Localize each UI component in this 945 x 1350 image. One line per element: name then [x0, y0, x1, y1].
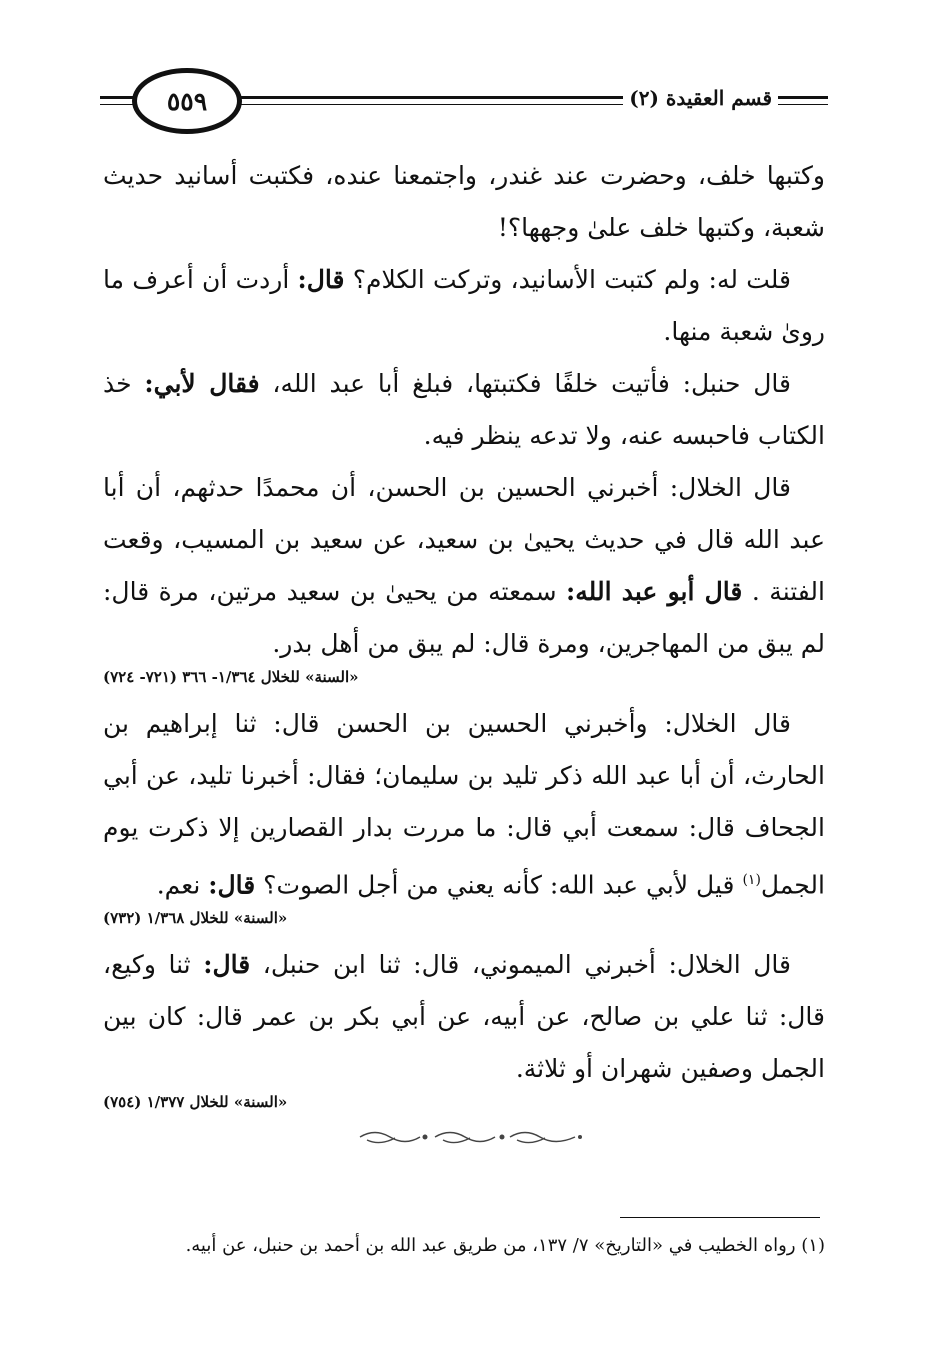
source-citation-1: «السنة» للخلال ١/٣٦٤- ٣٦٦ (٧٢١- ٧٢٤)	[103, 668, 359, 686]
page-header	[100, 66, 828, 138]
footnote-rule	[620, 1217, 820, 1218]
paragraph-2-text-2: أردت أن أعرف ما روىٰ شعبة منها.	[103, 265, 825, 346]
paragraph-5-bold-qala: قال:	[208, 870, 256, 900]
footnote: (١) رواه الخطيب في «التاريخ» ٧/ ١٣٧، من طريق عبد الله بن أحمد بن حنبل، عن أبيه.	[185, 1235, 825, 1256]
ornament-divider-icon	[355, 1126, 585, 1148]
paragraph-4-bold: قال أبو عبد الله:	[566, 577, 743, 606]
paragraph-2-text-1: قلت له: ولم كتبت الأسانيد، وتركت الكلام؟	[352, 265, 791, 294]
paragraph-4-text-2: سمعته من يحيىٰ بن سعيد مرتين، مرة قال: لم يبق من المهاجرين، ومرة قال: لم يبق من أهل بدر.	[103, 577, 825, 658]
paragraph-6-text-2: ثنا وكيع، قال: ثنا علي بن صالح، عن أبيه، عن أبي بكر بن عمر قال: كان بين الجمل وصفين شهران أو ثلاثة.	[103, 950, 825, 1084]
source-citation-3: «السنة» للخلال ١/٣٧٧ (٧٥٤)	[103, 1093, 288, 1112]
paragraph-5-text-1: قال الخلال: وأخبرني الحسين بن الحسن قال: ثنا إبراهيم بن الحارث، أن أبا عبد الله ذكر تليد بن سليمان؛ فقال: أخبرنا تليد، عن أبي الجحاف قال: سمعت أبي قال: ما مررت بدار القصارين إلا ذكرت يوم الجمل	[103, 709, 825, 900]
paragraph-1	[103, 150, 825, 254]
paragraph-3-bold: فقال لأبي:	[144, 369, 260, 398]
paragraph-2	[103, 254, 825, 358]
paragraph-4-text-1: قال الخلال: أخبرني الحسين بن الحسن، أن محمدًا حدثهم، أن أبا عبد الله قال في حديث يحيىٰ بن سعيد، عن سعيد بن المسيب، وقعت الفتنة .	[103, 473, 825, 606]
paragraph-1-text-2: شعبة، وكتبها خلف علىٰ وجهها؟!	[497, 213, 825, 242]
paragraph-4	[103, 462, 825, 670]
paragraph-3-text-2: خذ الكتاب فاحبسه عنه، ولا تدعه ينظر فيه.	[103, 369, 825, 450]
paragraph-6-text-1: قال الخلال: أخبرني الميموني، قال: ثنا ابن حنبل،	[262, 950, 791, 980]
paragraph-2-bold-qala: قال:	[297, 265, 345, 294]
paragraph-3	[103, 358, 825, 462]
paragraph-1-text-1: وكتبها خلف، وحضرت عند غندر، واجتمعنا عنده، فكتبت أسانيد حديث	[103, 161, 825, 190]
paragraph-3-text-1: قال حنبل: فأتيت خلفًا فكتبتها، فبلغ أبا عبد الله،	[272, 369, 791, 398]
paragraph-5-text-3: نعم.	[156, 870, 201, 900]
running-title: قسم العقيدة (٢)	[623, 86, 778, 110]
paragraph-5	[103, 698, 825, 911]
paragraph-6-bold-qala: قال:	[203, 950, 251, 980]
paragraph-6	[103, 939, 825, 1095]
paragraph-5-text-2: قيل لأبي عبد الله: كأنه يعني من أجل الصوت؟	[263, 870, 735, 900]
main-text	[103, 150, 825, 1123]
footnote-marker[interactable]: (١)	[742, 872, 761, 888]
page-number-oval	[132, 68, 242, 134]
page-number: ٥٥٩	[166, 86, 208, 116]
source-citation-2: «السنة» للخلال ١/٣٦٨ (٧٣٢)	[103, 909, 288, 928]
